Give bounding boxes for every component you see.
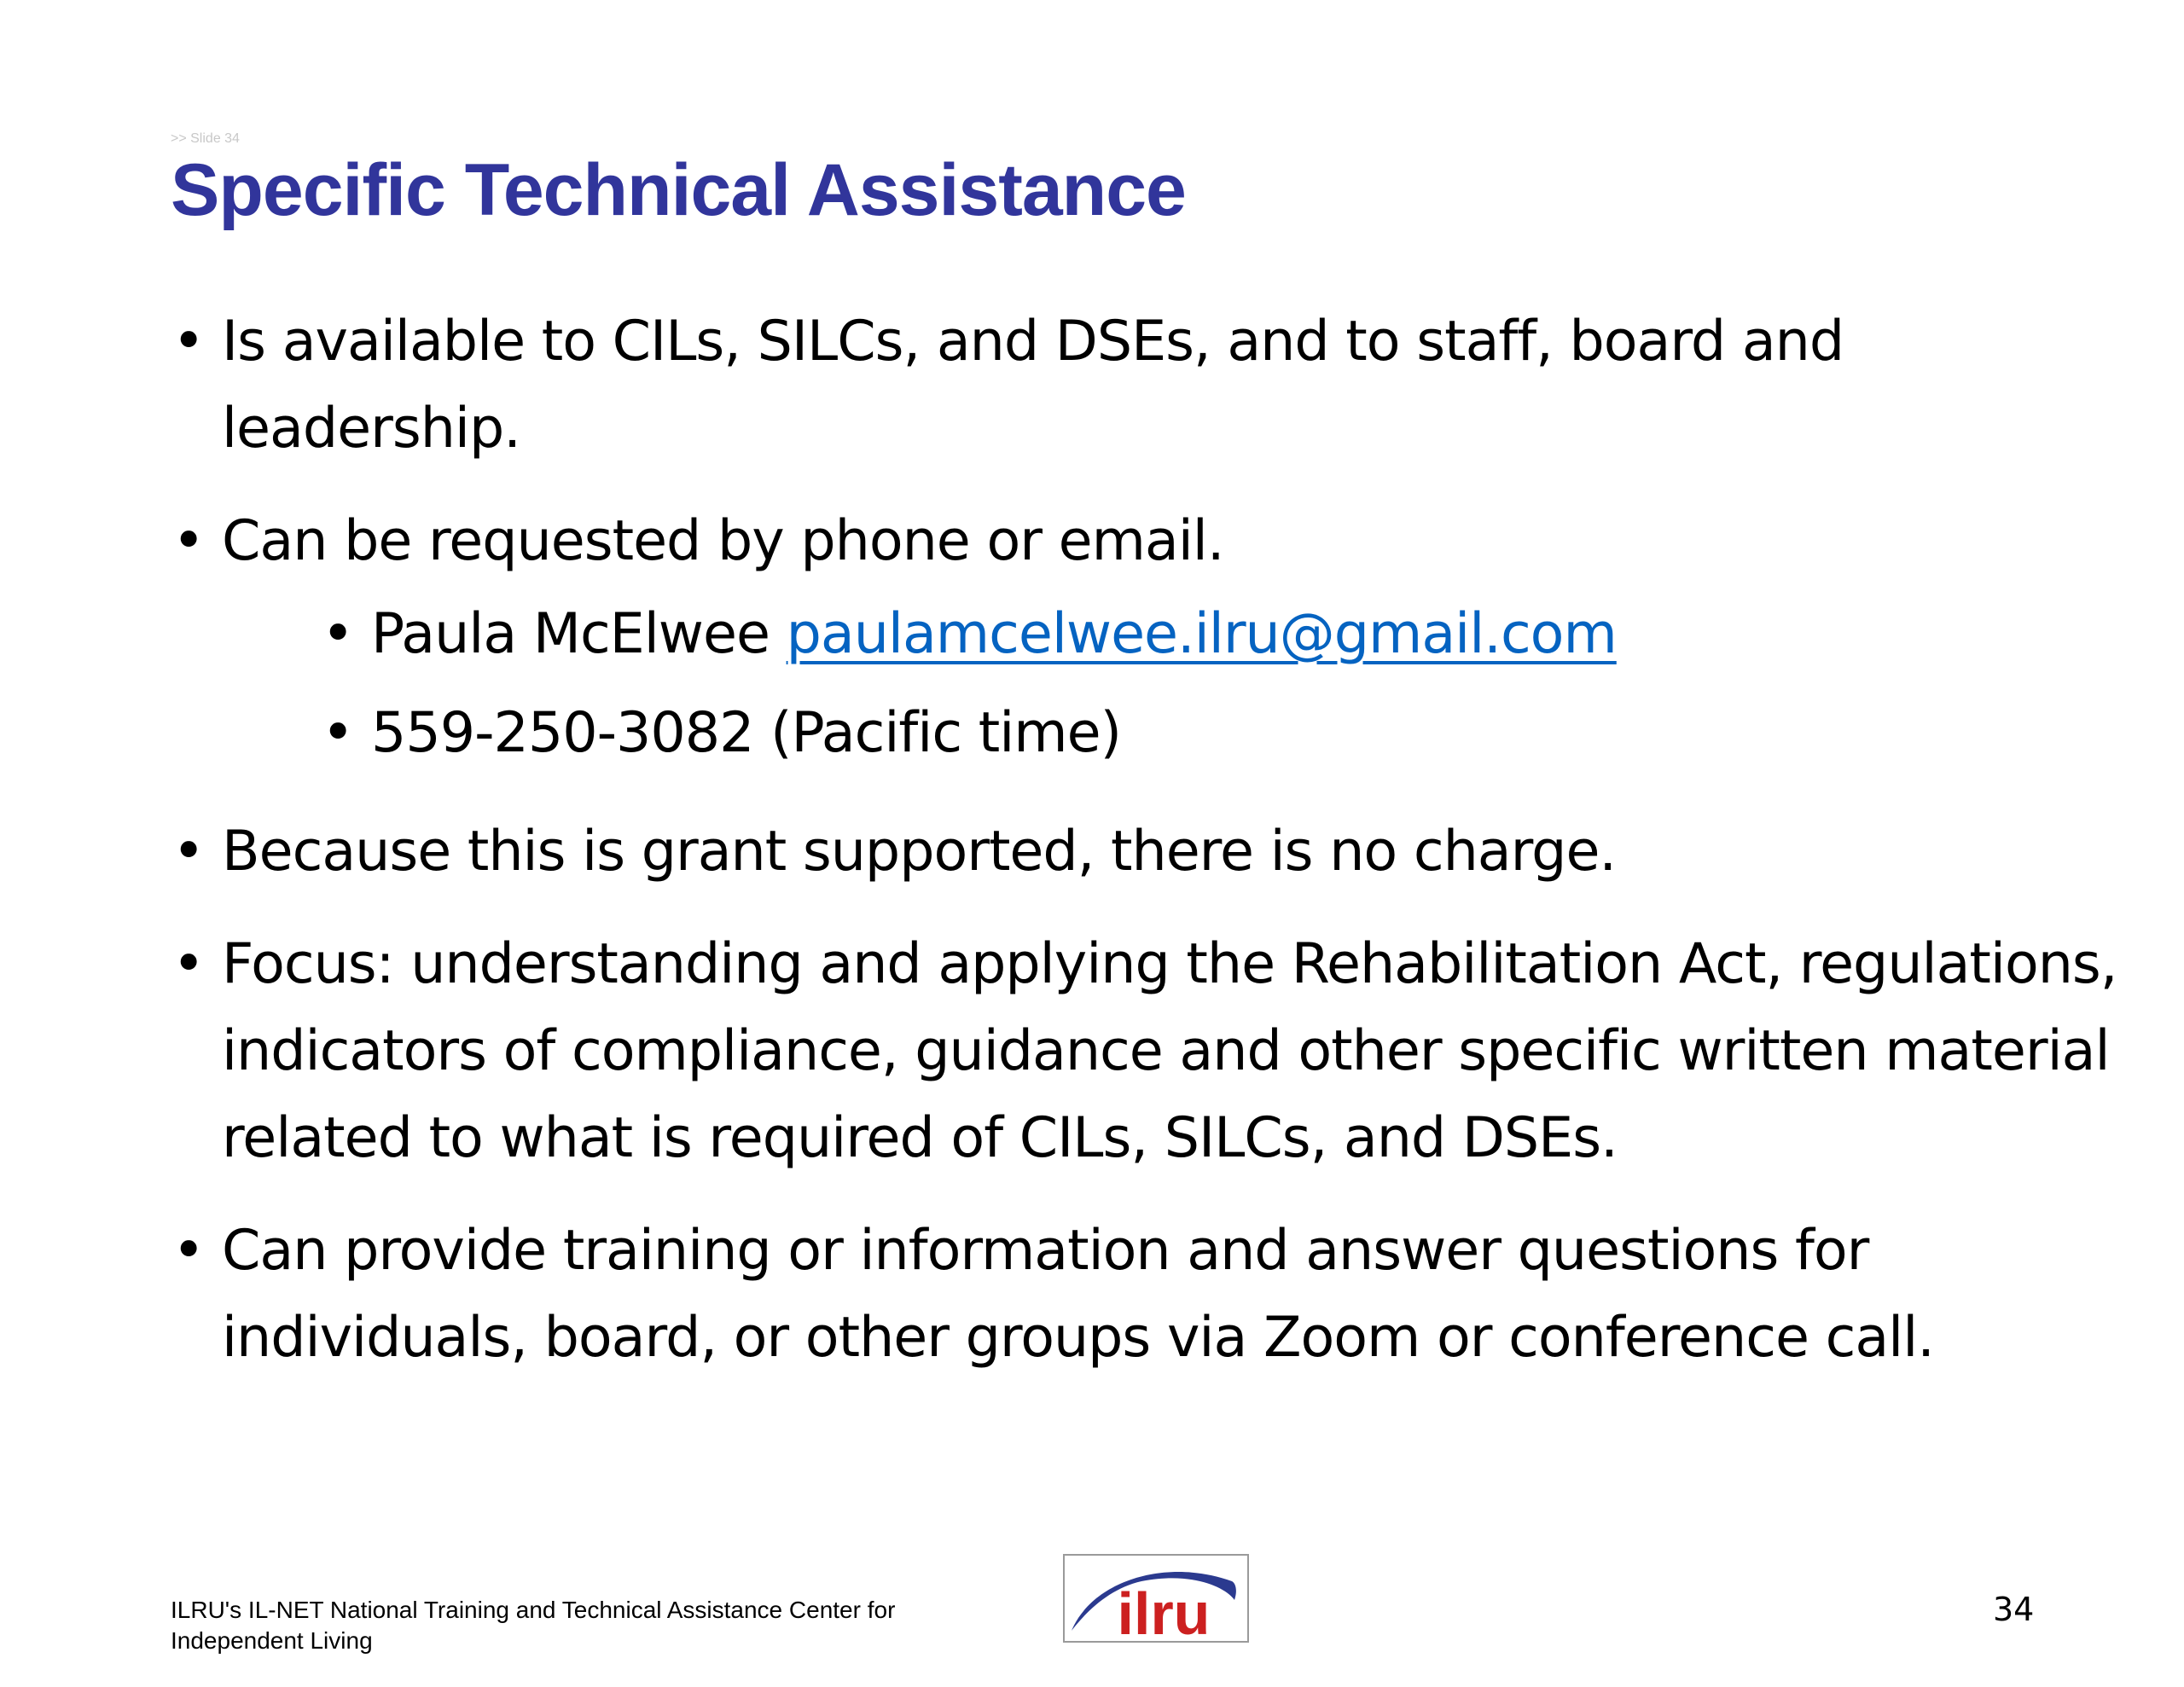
footer-organization: ILRU's IL-NET National Training and Technical Assistance Center for Independent Living xyxy=(171,1597,896,1654)
contact-email-item xyxy=(322,585,2133,684)
slide-marker: >> Slide 34 xyxy=(171,131,240,146)
ilru-logo-icon xyxy=(1065,1556,1247,1641)
page-number: 34 xyxy=(1993,1591,2035,1628)
bullet-focus: • Focus: understanding and applying the Rehabilitation Act, regulations, indicators of compliance, guidance and other specific written material related to what is required of CILs, SILCs, and DSEs. xyxy=(171,921,2133,1182)
bullet-training: • Can provide training or information and answer questions for individuals, board, or other groups via Zoom or conference call. xyxy=(171,1208,2133,1382)
contact-name: Paula McElwee xyxy=(371,602,770,666)
contact-list xyxy=(222,585,2133,783)
slide-title: Specific Technical Assistance xyxy=(171,149,1186,231)
bullet-list xyxy=(171,299,2133,1382)
bullet-no-charge: • Because this is grant supported, there is no charge. xyxy=(171,809,2133,896)
email-link[interactable]: paulamcelwee.ilru@gmail.com xyxy=(786,602,1617,666)
contact-phone-item: • 559-250-3082 (Pacific time) xyxy=(322,684,2133,783)
logo-letters: ilru xyxy=(1117,1580,1211,1641)
bullet-request xyxy=(171,498,2133,783)
bullet-request-text: Can be requested by phone or email. xyxy=(222,509,1224,573)
bullet-availability: • Is available to CILs, SILCs, and DSEs, and to staff, board and leadership. xyxy=(171,299,2133,472)
ilru-logo xyxy=(1063,1554,1249,1643)
